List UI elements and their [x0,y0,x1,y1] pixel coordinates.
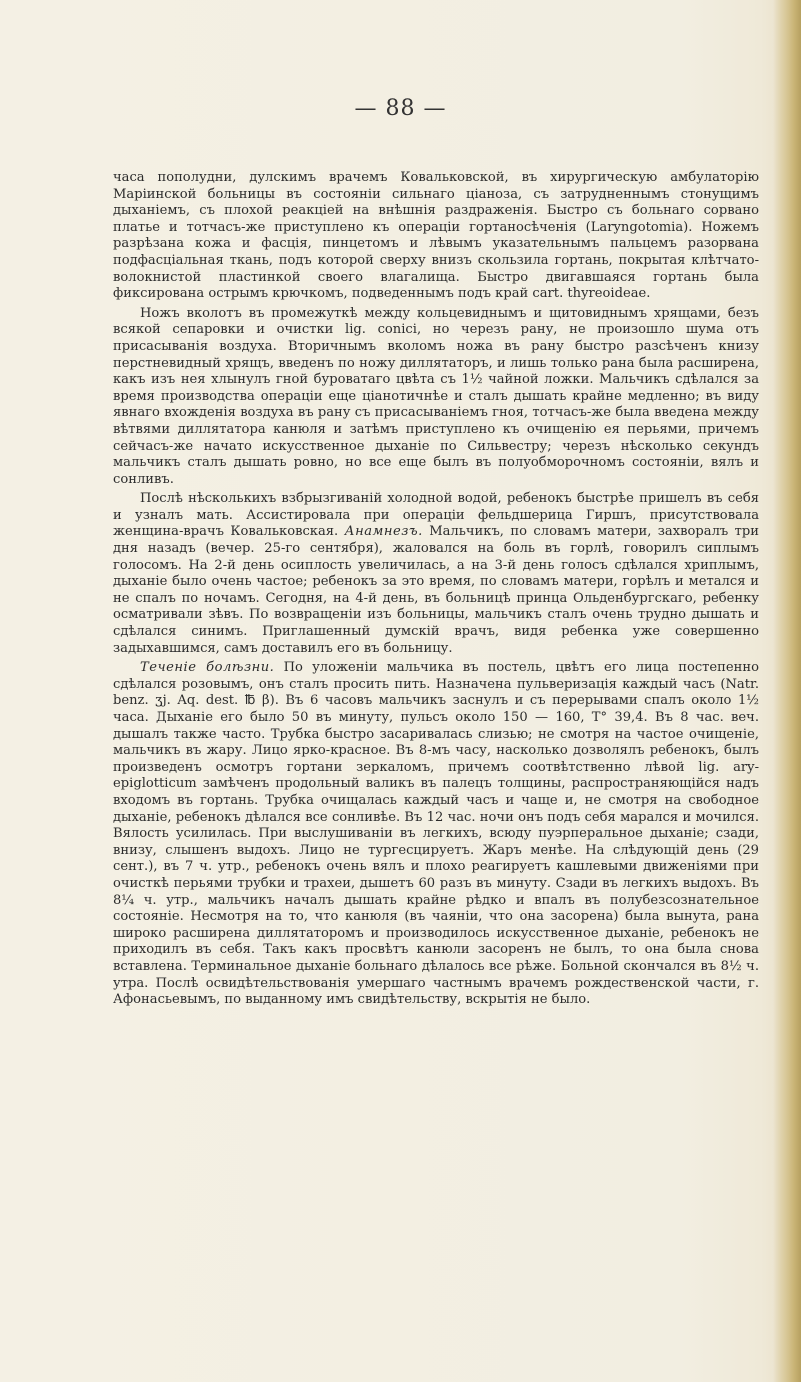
paragraph-anamnesis [113,491,759,657]
page-number: — 88 — [354,96,447,121]
paragraph-disease-course [113,660,759,1008]
paragraph-text: Ножъ вколотъ въ промежуткѣ между кольцевиднымъ и щитовиднымъ хрящами, безъ всякой сепаровки и очистки lig. conici, но черезъ рану, не произошло шума отъ присасыванія воздуха. Вторичнымъ вколомъ ножа въ рану быстро разсѣченъ книзу перстневидный хрящъ, введенъ по ножу диллятаторъ, и лишь только рана была расширена, какъ изъ нея хлынулъ гной буроватаго цвѣта съ 1½ чайной ложки. Мальчикъ сдѣлался за время производства операціи еще ціанотичнѣе и сталъ дышать крайне медленно; въ виду явнаго вхожденія воздуха въ рану съ присасываніемъ гноя, тотчасъ-же была введена между вѣтвями диллятатора канюля и затѣмъ приступлено къ очищенію ея перьями, причемъ сейчасъ-же начато искусственное дыханіе по Сильвестру; черезъ нѣсколько секундъ мальчикъ сталъ дышать ровно, но все еще былъ въ полуобморочномъ состояніи, вялъ и сонливъ. [113,305,759,487]
anamnesis-heading: Анамнезъ. [344,524,423,540]
paragraph-incision [113,306,759,489]
paragraph-text: По уложеніи мальчика въ постель, цвѣтъ его лица постепенно сдѣлался розовымъ, онъ сталъ просить пить. Назначена пульверизація каждый часъ (Natr. benz. ʒj. Aq. dest. ℔ β). Въ 6 часовъ мальчикъ заснулъ и съ перерывами спалъ около 1½ часа. Дыханіе его было 50 въ минуту, пульсъ около 150 — 160, T° 39,4. Въ 8 час. веч. дышалъ также часто. Трубка быстро засаривалась слизью; не смотря на частое очищеніе, мальчикъ въ жару. Лицо ярко-красное. Въ 8-мъ часу, насколько дозволялъ ребенокъ, былъ произведенъ осмотръ гортани зеркаломъ, причемъ соотвѣтственно лѣвой lig. ary-epiglotticum замѣченъ продольный валикъ въ палецъ толщины, распространяющійся надъ входомъ въ гортань. Трубка очищалась каждый часъ и чаще и, не смотря на свободное дыханіе, ребенокъ дѣлался все сонливѣе. Въ 12 час. ночи онъ подъ себя марался и мочился. Вялость усилилась. При выслушиваніи въ легкихъ, всюду пуэрперальное дыханіе; сзади, внизу, слышенъ выдохъ. Лицо не тургесцируетъ. Жаръ менѣе. На слѣдующій день (29 сент.), въ 7 ч. утр., ребенокъ очень вялъ и плохо реагируетъ кашлевыми движеніями при очисткѣ перьями трубки и трахеи, дышетъ 60 разъ въ минуту. Сзади въ легкихъ выдохъ. Въ 8¼ ч. утр., мальчикъ началъ дышать крайне рѣдко и впалъ въ полубезсознательное состояніе. Несмотря на то, что канюля (въ чаяніи, что она засорена) была вынута, рана широко расширена диллятаторомъ и производилось искусственное дыханіе, ребенокъ не приходилъ въ себя. Такъ какъ просвѣтъ канюли засоренъ не былъ, то она была снова вставлена. Терминальное дыханіе больнаго дѣлалось все рѣже. Больной скончался въ 8½ ч. утра. Послѣ освидѣтельствованія умершаго частнымъ врачемъ рождественской части, г. Афонасьевымъ, по выданному имъ свидѣтельству, вскрытія не было. [113,660,759,1008]
page-edge-shadow [773,0,801,1382]
body-text [113,170,759,1012]
paragraph-operation [113,170,759,303]
paragraph-text-continued: Мальчикъ, по словамъ матери, захворалъ три дня назадъ (вечер. 25-го сентября), жаловался на боль въ горлѣ, говорилъ сиплымъ голосомъ. На 2-й день осиплость увеличилась, а на 3-й день голосъ сдѣлался хриплымъ, дыханіе было очень частое; ребенокъ за это время, по словамъ матери, горѣлъ и метался и не спалъ по ночамъ. Сегодня, на 4-й день, въ больницѣ принца Ольденбургскаго, ребенку осматривали зѣвъ. По возвращеніи изъ больницы, мальчикъ сталъ очень трудно дышать и сдѣлался синимъ. Приглашенный думскій врачъ, видя ребенка уже совершенно задыхавшимся, самъ доставилъ его въ больницу. [113,524,760,656]
disease-course-heading: Теченіе болѣзни. [140,660,275,676]
paragraph-text: часа пополудни, дулскимъ врачемъ Ковальковской, въ хирургическую амбулаторію Маріинской больницы въ состояніи сильнаго ціаноза, съ затрудненнымъ стонущимъ дыханіемъ, съ плохой реакціей на внѣшнія раздраженія. Быстро съ больнаго сорвано платье и тотчасъ-же приступлено къ операціи гортаносѣченія (Laryngotomia). Ножемъ разрѣзана кожа и фасція, пинцетомъ и лѣвымъ указательнымъ пальцемъ разорвана подфасціальная ткань, подъ которой сверху внизъ скользила гортань, покрытая клѣтчато-волокнистой пластинкой своего влагалища. Быстро двигавшаяся гортань была фиксирована острымъ крючкомъ, подведеннымъ подъ край cart. thyreoideae. [113,170,759,302]
paragraph-text: Послѣ нѣсколькихъ взбрызгиваній холодной водой, ребенокъ быстрѣе пришелъ въ себя и узналъ мать. Ассистировала при операціи фельдшерица Гиршъ, присутствовала женщина-врачъ Ковальковская. [113,491,759,540]
